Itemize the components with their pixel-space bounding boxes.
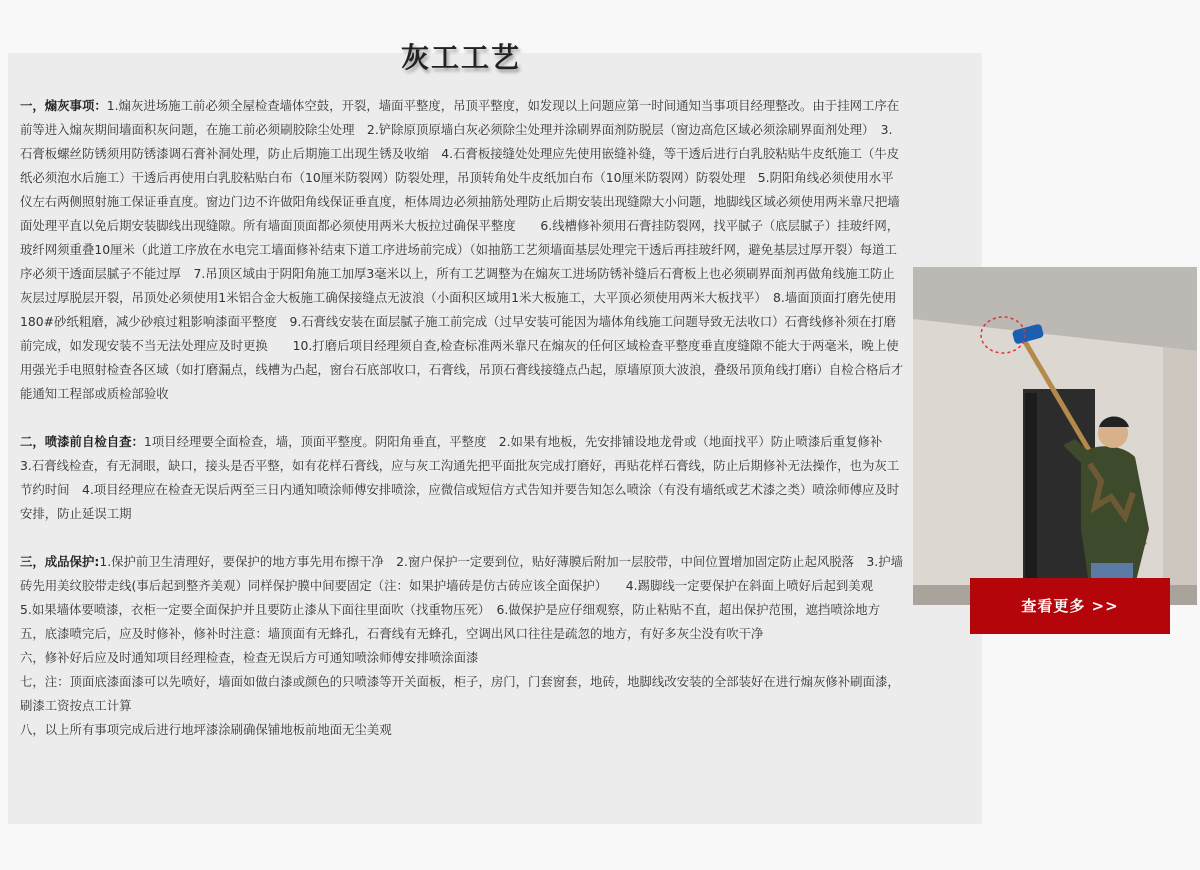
painter-photo-illustration <box>913 267 1197 605</box>
paragraph-line: 七，注：顶面底漆面漆可以先喷好，墙面如做白漆或颜色的只喷漆等开关面板，柜子，房门，门套窗套，地砖，地脚线改安装的全部装好在进行煽灰修补刷面漆，刷漆工资按点工计算 <box>20 674 900 713</box>
page-title: 灰工工艺 <box>400 41 521 74</box>
section-2-heading: 二，喷漆前自检自查： <box>20 434 144 449</box>
section-1-heading: 一，煽灰事项： <box>20 98 107 113</box>
section-1 <box>20 94 904 406</box>
section-1-body: 1.煽灰进场施工前必须全屋检查墙体空鼓，开裂，墙面平整度，吊顶平整度，如发现以上问题应第一时间通知当事项目经理整改。由于挂网工序在前等进入煽灰期间墙面积灰问题，在施工前必须刷胶除尘处理 2.铲除原顶原墙白灰必须除尘处理并涂刷界面剂防脱层（窗边高危区域必须涂刷界面剂处理） 3.石膏板螺丝防锈须用防锈漆调石膏补洞处理，防止后期施工出现生锈及收缩 4.石膏板接缝处处理应先使用嵌缝补缝，等干透后进行白乳胶粘贴牛皮纸施工（牛皮纸必须泡水后施工）干透后再使用白乳胶粘贴白布（10厘米防裂网）防裂处理，吊顶转角处牛皮纸加白布（10厘米防裂网）防裂处理 5.阴阳角线必须使用水平仪左右两侧照射施工保证垂直度。窗边门边不许做阳角线保证垂直度，柜体周边必须抽筋处理防止后期安装出现缝隙大小问题，地脚线区域必须使用两米靠尺把墙面处理平直以免后期安装脚线出现缝隙。所有墙面顶面都必须使用两米大板拉过确保平整度 6.线槽修补须用石膏挂防裂网，找平腻子（底层腻子）挂玻纤网，玻纤网须重叠10厘米（此道工序放在水电完工墙面修补结束下道工序进场前完成）（如抽筋工艺须墙面基层处理完干透后再挂玻纤网，避免基层过厚开裂）每道工序必须干透面层腻子不能过厚 7.吊顶区域由于阴阳角施工加厚3毫米以上，所有工艺调整为在煽灰工进场防锈补缝后石膏板上也必须刷界面剂再做角线施工防止灰层过厚脱层开裂，吊顶处必须使用1米铝合金大板施工确保接缝点无波浪（小面积区域用1米大板施工，大平顶必须使用两米大板找平） 8.墙面顶面打磨先使用180#砂纸粗磨，减少砂痕过粗影响漆面平整度 9.石膏线安装在面层腻子施工前完成（过早安装可能因为墙体角线施工问题导致无法收口）石膏线修补须在打磨前完成，如发现安装不当无法处理应及时更换 10.打磨后项目经理须自查,检查标准两米靠尺在煽灰的任何区域检查平整度垂直度缝隙不能大于两毫米，晚上使用强光手电照射检查各区域（如打磨漏点，线槽为凸起，窗台石底部收口，石膏线，吊顶石膏线接缝点凸起，原墙原顶大波浪，叠级吊顶角线打磨i）自检合格后才能通知工程部或质检部验收 <box>20 98 904 401</box>
paragraph-line: 5.如果墙体要喷漆，衣柜一定要全面保护并且要防止漆从下面往里面吹（找重物压死） 6.做保护是应仔细观察，防止粘贴不直，超出保护范围，遮挡喷涂地方 <box>20 602 881 617</box>
spacer <box>20 526 904 550</box>
section-3-heading: 三，成品保护: <box>20 554 100 569</box>
section-2-body: 1项目经理要全面检查，墙，顶面平整度。阴阳角垂直，平整度 2.如果有地板，先安排铺设地龙骨或（地面找平）防止喷漆后重复修补 3.石膏线检查，有无洞眼，缺口，接头是否平整，如有花样石膏线，应与灰工沟通先把平面批灰完成打磨好，再贴花样石膏线，防止后期修补无法操作，也为灰工节约时间 4.项目经理应在检查无误后两至三日内通知喷涂师傅安排喷涂，应微信或短信方式告知并要告知怎么喷涂（有没有墙纸或艺术漆之类）喷涂师傅应及时安排，防止延误工期 <box>20 434 900 521</box>
paragraph-line: 六，修补好后应及时通知项目经理检查，检查无误后方可通知喷涂师傅安排喷涂面漆 <box>20 650 479 665</box>
section-3-body: 1.保护前卫生清理好，要保护的地方事先用布擦干净 2.窗户保护一定要到位，贴好薄膜后附加一层胶带，中间位置增加固定防止起风脱落 3.护墙砖先用美纹胶带走线(事后起到整齐美观）同样保护膜中间要固定（注：如果护墙砖是仿古砖应该全面保护） 4.踢脚线一定要保护在斜面上喷好后起到美观 <box>20 554 903 593</box>
painter-photo <box>913 267 1197 605</box>
article-body <box>20 94 904 742</box>
view-more-button[interactable]: 查看更多 >> <box>970 578 1170 634</box>
section-2 <box>20 430 904 526</box>
spacer <box>20 406 904 430</box>
paragraph-line: 五，底漆喷完后，应及时修补，修补时注意：墙顶面有无蜂孔，石膏线有无蜂孔，空调出风口往往是疏忽的地方，有好多灰尘没有吹干净 <box>20 626 764 641</box>
section-3 <box>20 550 904 598</box>
paragraph-line: 八，以上所有事项完成后进行地坪漆涂刷确保铺地板前地面无尘美观 <box>20 722 392 737</box>
